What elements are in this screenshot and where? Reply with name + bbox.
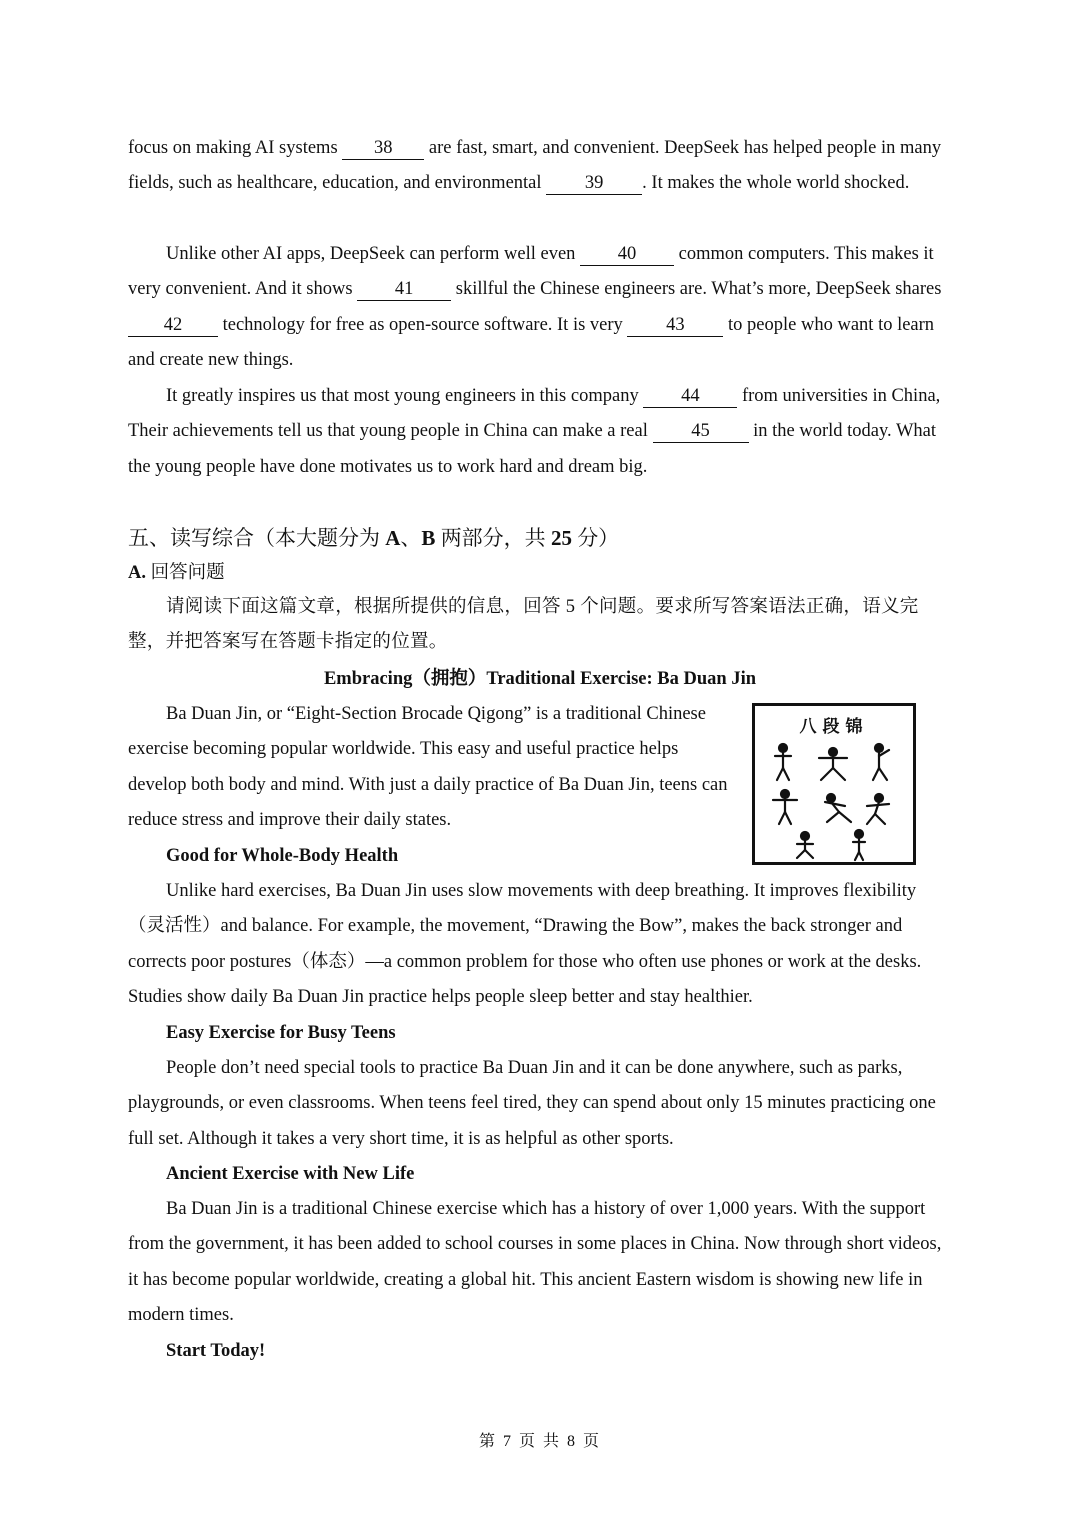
article-title: Embracing（拥抱）Traditional Exercise: Ba Duan Jin [323, 669, 757, 689]
page-footer: 第 7 页 共 8 页 [478, 1433, 601, 1450]
paragraph-busy-teens: People don’t need special tools to practice Ba Duan Jin and it can be done anywhere, such as parks, playgrounds, or even classrooms. When teens feel tired, they can spend about only 15 minutes practicing one full set. Although it takes a very short time, it is as helpful as other sports. [128, 1058, 936, 1149]
blank-43: 43 [627, 314, 723, 337]
heading-ancient-exercise: Ancient Exercise with New Life [166, 1164, 415, 1184]
blank-41: 41 [357, 278, 451, 301]
passage-paragraph-2: Unlike other AI apps, DeepSeek can perform well even 40 common computers. This makes it very convenient. And it shows 41 skillful the Chinese engineers are. What’s more, DeepSeek shares 42 technology for free as open-source software. It is very 43 to people who want to learn and create new things. [128, 244, 942, 371]
part-a-heading: A. 回答问题 [128, 563, 225, 583]
illustration-title: 八段锦 [799, 717, 869, 737]
section-title: 五、读写综合（本大题分为 A、B 两部分，共 25 分） [128, 526, 620, 550]
heading-whole-body-health: Good for Whole-Body Health [166, 846, 399, 866]
instructions: 请阅读下面这篇文章，根据所提供的信息，回答 5 个问题。要求所写答案语法正确，语义完整，并把答案写在答题卡指定的位置。 [128, 597, 919, 653]
heading-start-today: Start Today! [166, 1341, 266, 1361]
blank-42: 42 [128, 314, 218, 337]
blank-38: 38 [342, 137, 424, 160]
passage-paragraph-1: focus on making AI systems 38 are fast, smart, and convenient. DeepSeek has helped people in many fields, such as healthcare, education, and environmental 39 . It makes the whole world shocked. [128, 138, 942, 194]
blank-45: 45 [653, 420, 749, 443]
exercise-figures-icon [755, 706, 913, 862]
passage-paragraph-3: It greatly inspires us that most young engineers in this company 44 from universities in China, Their achievements tell us that young people in China can make a real 45 in the world today. What the young people have done motivates us to work hard and dream big. [128, 386, 941, 477]
blank-40: 40 [580, 243, 674, 266]
article-intro: Ba Duan Jin, or “Eight-Section Brocade Qigong” is a traditional Chinese exercise becoming popular worldwide. This easy and useful practice helps develop both body and mind. With just a daily practice of Ba Duan Jin, teens can reduce stress and improve their daily states. [128, 704, 728, 831]
ba-duan-jin-illustration [752, 703, 916, 865]
blank-44: 44 [643, 385, 737, 408]
paragraph-ancient-exercise: Ba Duan Jin is a traditional Chinese exercise which has a history of over 1,000 years. With the support from the government, it has been added to school courses in some places in China. Now through short videos, it has become popular worldwide, creating a global hit. This ancient Eastern wisdom is showing new life in modern times. [128, 1199, 942, 1326]
heading-busy-teens: Easy Exercise for Busy Teens [166, 1023, 396, 1043]
blank-39: 39 [546, 172, 642, 195]
paragraph-whole-body-health: Unlike hard exercises, Ba Duan Jin uses slow movements with deep breathing. It improves flexibility（灵活性）and balance. For example, the movement, “Drawing the Bow”, makes the back stronger and corrects poor postures（体态）—a common problem for those who often use phones or work at the desks. Studies show daily Ba Duan Jin practice helps people sleep better and stay healthier. [128, 881, 922, 1008]
